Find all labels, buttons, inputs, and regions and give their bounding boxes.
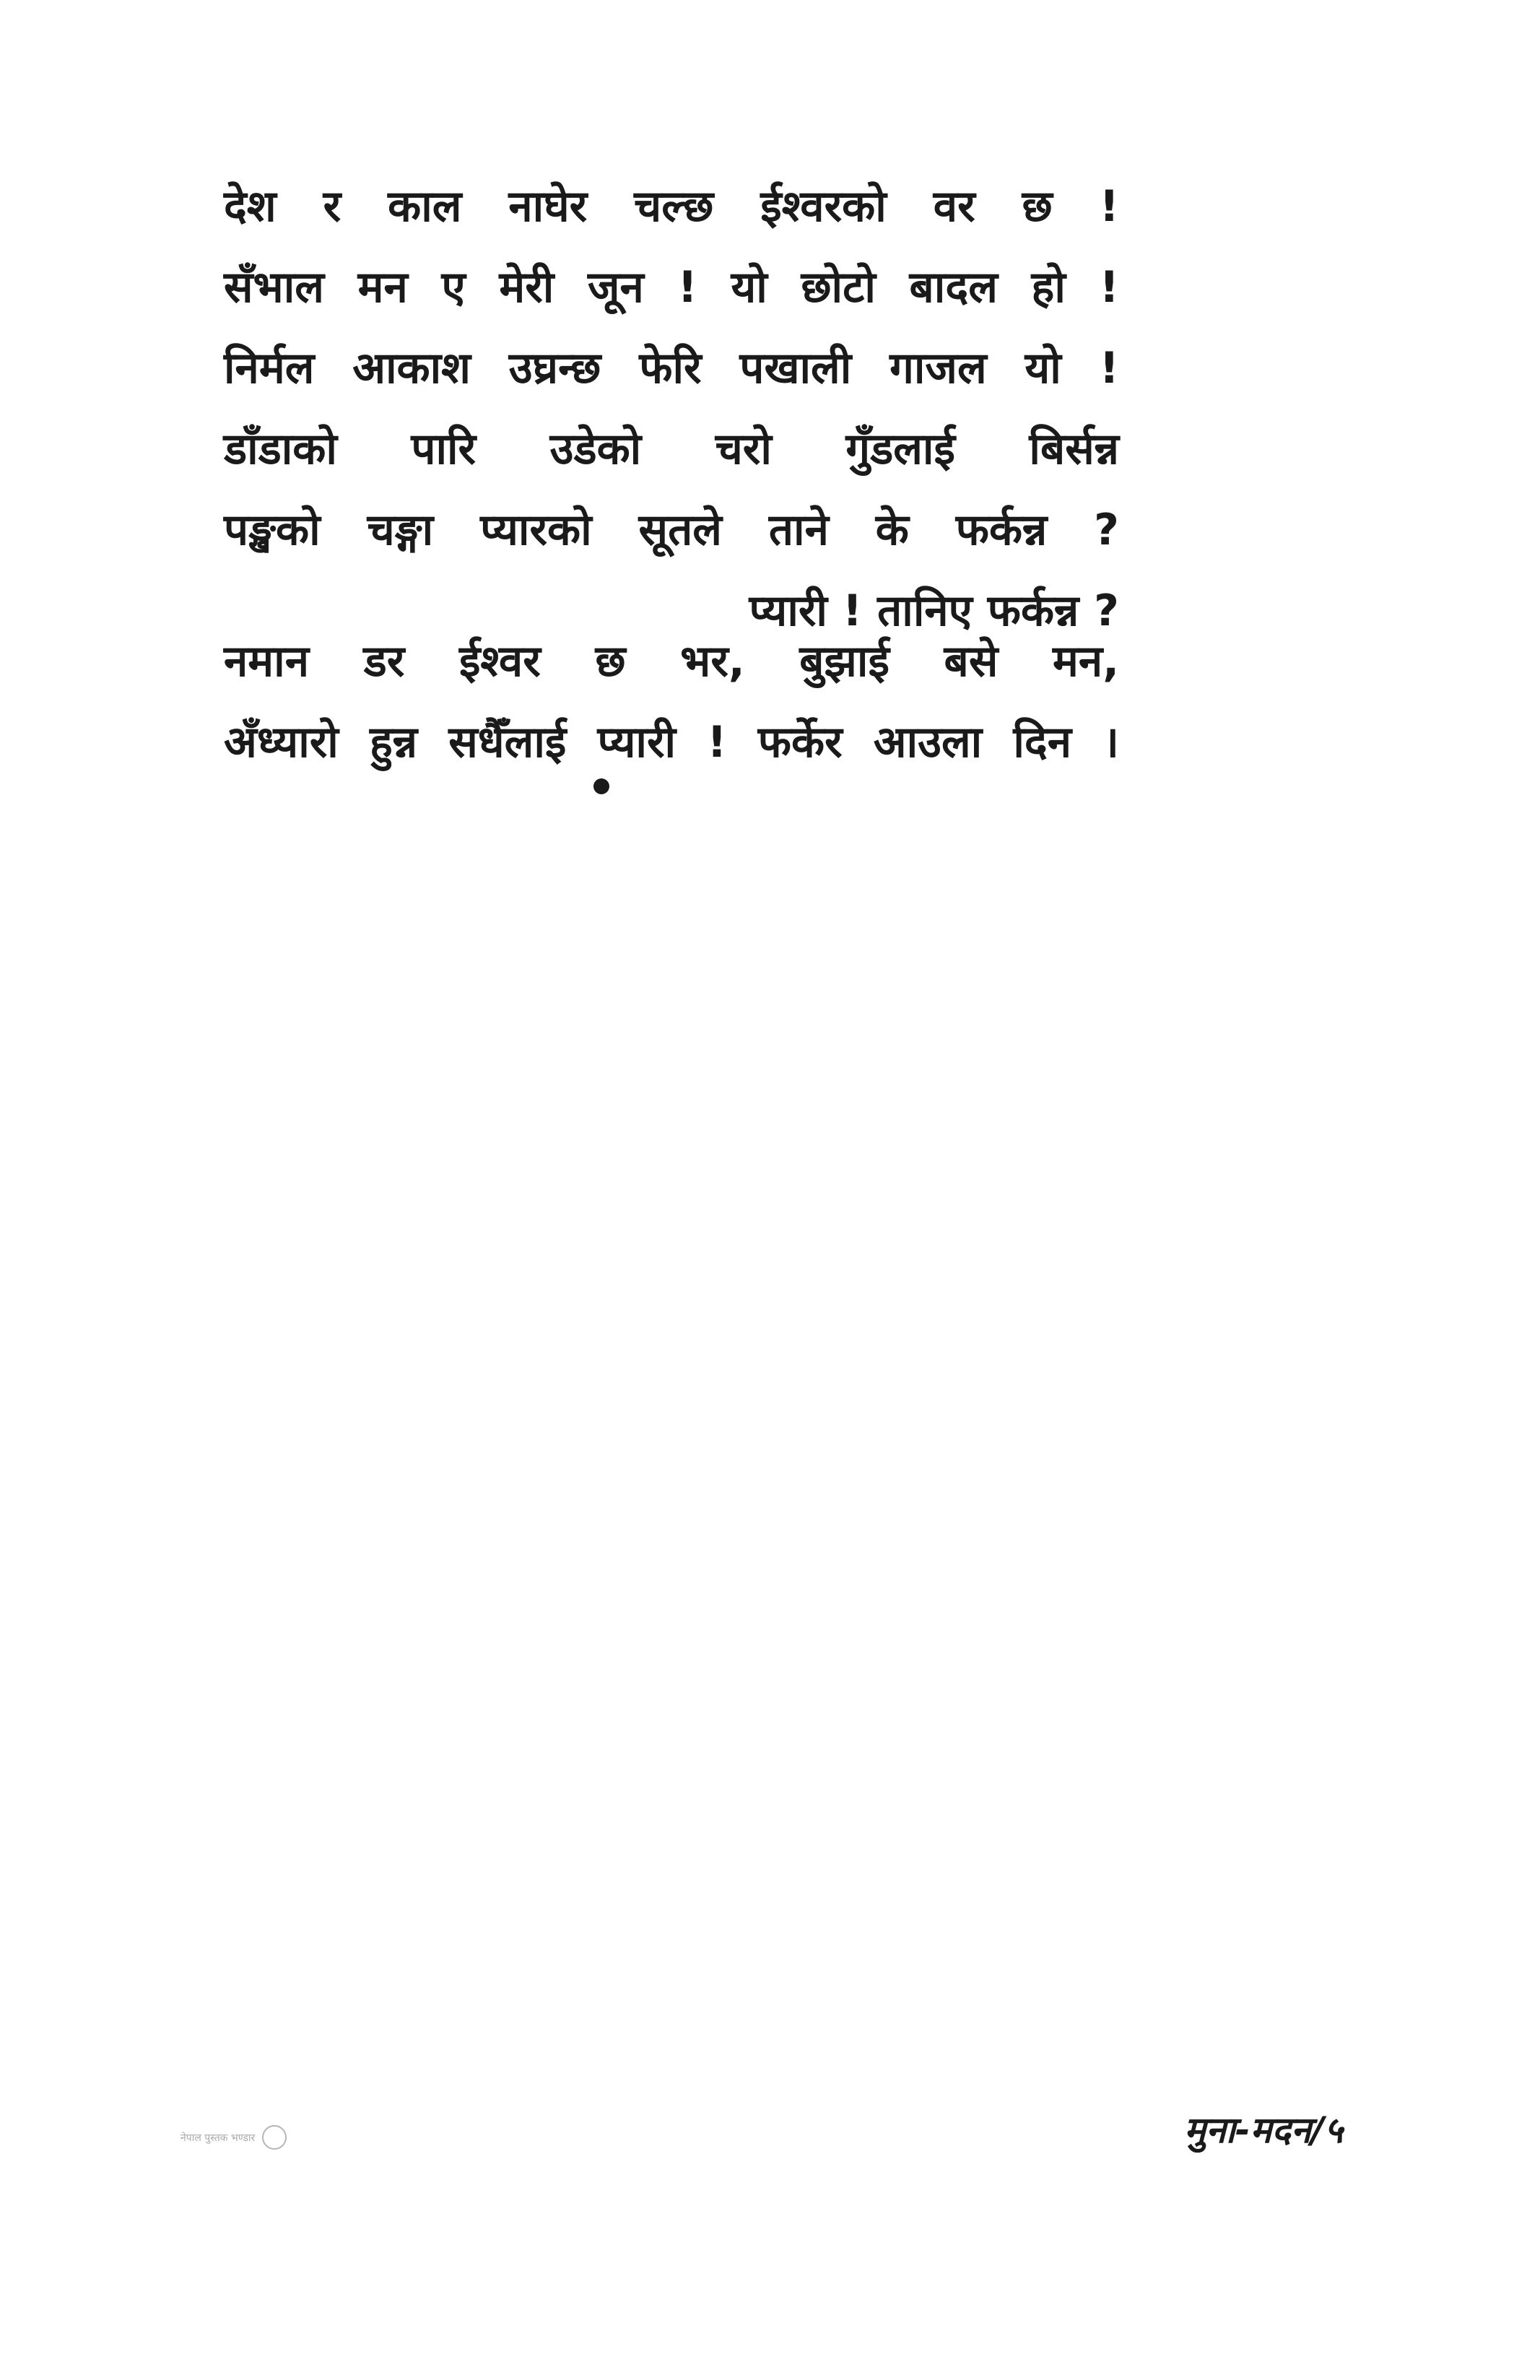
poem-stanza-1 [224, 166, 1119, 651]
poem-line: सँभाल मन ए मेरी जून ! यो छोटो बादल हो ! [224, 262, 1119, 313]
poem-refrain-line: प्यारी ! तानिए फर्कन्न ? [749, 586, 1119, 636]
page-number: मुना-मदन/५ [1184, 2109, 1343, 2151]
poem-line: अँध्यारो हुन्न सधैँलाई प्यारी ! फर्केर आउला दिन । [224, 717, 1119, 768]
publisher-imprint [180, 2123, 527, 2152]
section-end-bullet [593, 778, 609, 794]
poem-line: देश र काल नाघेर चल्छ ईश्वरको वर छ ! [224, 181, 1119, 232]
publisher-logo-icon [262, 2125, 287, 2150]
poem-line: नमान डर ईश्वर छ भर, बुझाई बसे मन, [224, 636, 1119, 687]
imprint-text: नेपाल पुस्तक भण्डार [180, 2132, 256, 2144]
poem-line: डाँडाको पारि उडेको चरो गुँडलाई बिर्सन्न [224, 424, 1119, 474]
poem-line: पङ्खको चङ्गा प्यारको सूतले ताने के फर्कन्न ? [224, 505, 1119, 555]
poem-stanza-2 [224, 621, 1119, 783]
poem-line: निर्मल आकाश उघ्रन्छ फेरि पखाली गाजल यो ! [224, 343, 1119, 394]
